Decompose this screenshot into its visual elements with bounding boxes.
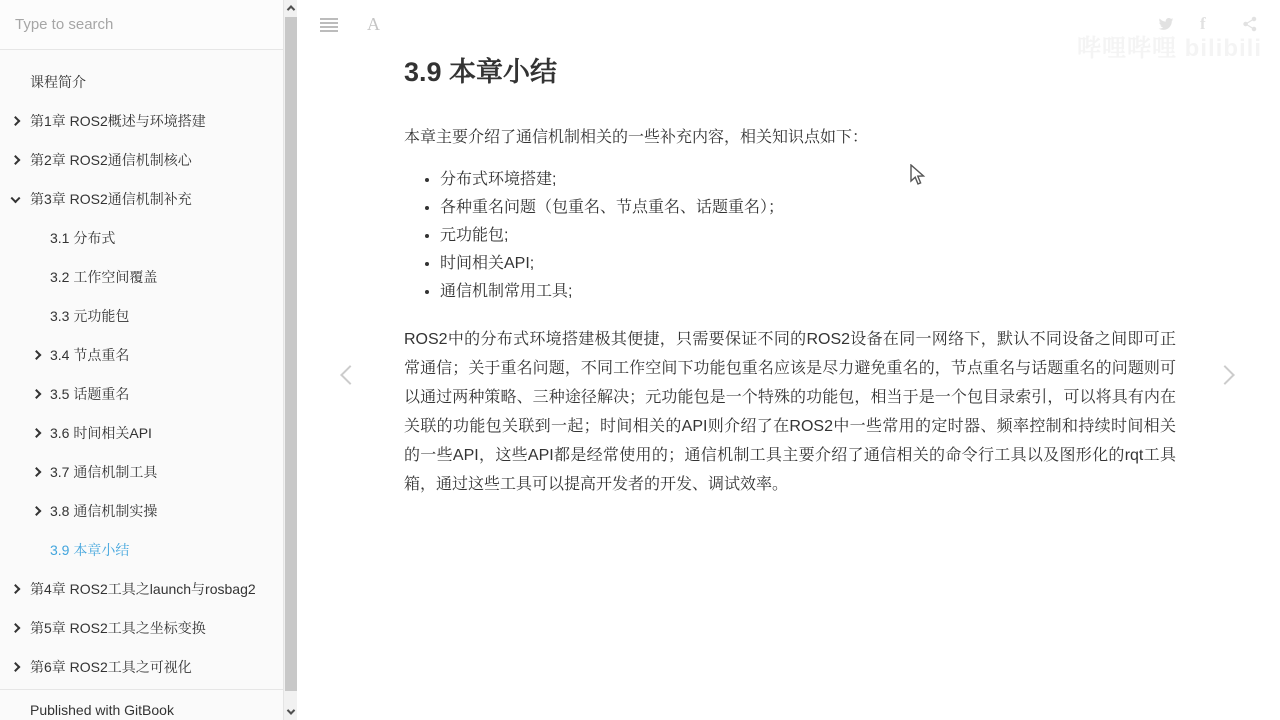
sidebar-item-ch5[interactable]	[0, 608, 283, 647]
sidebar-item-3-5[interactable]	[0, 374, 283, 413]
scroll-down-button[interactable]	[284, 704, 298, 720]
bilibili-watermark: 哔哩哔哩 bilibili	[1077, 35, 1262, 62]
summary-paragraph: ROS2中的分布式环境搭建极其便捷，只需要保证不同的ROS2设备在同一网络下，默认不同设备之间即可正常通信；关于重名问题，不同工作空间下功能包重名应该是尽力避免重名的，节点重名与话题重名的问题则可以通过两种策略、三种途径解决；元功能包是一个特殊的功能包，相当于是一个包目录索引，可以将具有内在关联的功能包关联到一起；时间相关的API则介绍了在ROS2中一些常用的定时器、频率控制和持续时间相关的一些API，这些API都是经常使用的；通信机制工具主要介绍了通信相关的命令行工具以及图形化的rqt工具箱，通过这些工具可以提高开发者的开发、调试效率。	[404, 331, 1176, 493]
summary-list	[404, 166, 1176, 306]
scroll-down-icon	[287, 706, 295, 714]
sidebar-item-3-6[interactable]	[0, 413, 283, 452]
list-item: • 元功能包;	[440, 222, 1176, 250]
sidebar-item-ch3[interactable]	[0, 179, 283, 218]
list-item: • 各种重名问题（包重名、节点重名、话题重名）；	[440, 194, 1176, 222]
sidebar-item-label: 3.9 本章小结	[50, 541, 130, 558]
sidebar-item-label: 3.3 元功能包	[50, 307, 130, 324]
sidebar-item-label: 第4章 ROS2工具之launch与rosbag2	[30, 580, 256, 597]
chevron-icon	[11, 623, 21, 633]
chevron-icon	[32, 506, 42, 516]
sidebar-item-3-1[interactable]	[0, 218, 283, 257]
sidebar-item-3-3[interactable]	[0, 296, 283, 335]
scrollbar-thumb[interactable]	[285, 17, 297, 691]
mouse-cursor	[910, 164, 926, 191]
page-title: 3.9 本章小结	[404, 57, 558, 87]
facebook-icon[interactable]: f	[1200, 14, 1206, 33]
search-input[interactable]	[15, 16, 268, 33]
sidebar-item-label: 第6章 ROS2工具之可视化	[30, 658, 192, 675]
sidebar-item-ch1[interactable]	[0, 101, 283, 140]
sidebar-footer	[0, 689, 283, 720]
list-item: • 时间相关API;	[440, 250, 1176, 278]
sidebar-item-label: 3.2 工作空间覆盖	[50, 268, 158, 285]
sidebar-nav	[0, 50, 283, 686]
sidebar-item-label: 第3章 ROS2通信机制补充	[30, 190, 192, 207]
chevron-icon	[11, 116, 21, 126]
prev-page-button[interactable]	[339, 368, 359, 388]
sidebar-item-label: 课程简介	[30, 73, 86, 90]
chevron-icon	[11, 155, 21, 165]
next-page-button[interactable]	[1218, 368, 1238, 388]
scroll-up-button[interactable]	[284, 0, 298, 16]
sidebar-item-3-8[interactable]	[0, 491, 283, 530]
intro-paragraph: 本章主要介绍了通信机制相关的一些补充内容，相关知识点如下：	[404, 129, 869, 146]
gitbook-credit[interactable]: Published with GitBook	[30, 702, 174, 718]
sidebar-item-label: 3.7 通信机制工具	[50, 463, 158, 480]
list-item: • 通信机制常用工具;	[440, 278, 1176, 306]
sidebar-item-label: 3.4 节点重名	[50, 346, 130, 363]
hamburger-icon	[320, 18, 338, 20]
sidebar-item-label: 第2章 ROS2通信机制核心	[30, 151, 192, 168]
font-settings-button[interactable]: A	[367, 14, 380, 34]
sidebar-item-intro[interactable]	[0, 62, 283, 101]
chevron-right-icon	[1215, 365, 1235, 385]
chevron-icon	[32, 467, 42, 477]
sidebar-scrollbar[interactable]	[283, 0, 297, 720]
sidebar-item-3-4[interactable]	[0, 335, 283, 374]
toggle-sidebar-button[interactable]	[320, 18, 338, 34]
list-item: • 分布式环境搭建;	[440, 166, 1176, 194]
chevron-icon	[11, 193, 21, 203]
chevron-icon	[32, 428, 42, 438]
chevron-icon	[32, 350, 42, 360]
sidebar-item-3-9[interactable]	[0, 530, 283, 569]
sidebar-item-ch4[interactable]	[0, 569, 283, 608]
chevron-icon	[32, 389, 42, 399]
main-content-area	[297, 0, 1280, 720]
sidebar-item-ch6[interactable]	[0, 647, 283, 686]
sidebar	[0, 0, 283, 720]
sidebar-item-ch2[interactable]	[0, 140, 283, 179]
sidebar-item-3-2[interactable]	[0, 257, 283, 296]
chevron-left-icon	[340, 365, 360, 385]
chevron-icon	[11, 584, 21, 594]
sidebar-item-label: 3.6 时间相关API	[50, 424, 152, 441]
sidebar-item-label: 3.1 分布式	[50, 229, 116, 246]
sidebar-item-label: 第1章 ROS2概述与环境搭建	[30, 112, 206, 129]
sidebar-item-label: 第5章 ROS2工具之坐标变换	[30, 619, 206, 636]
sidebar-item-label: 3.8 通信机制实操	[50, 502, 158, 519]
sidebar-item-3-7[interactable]	[0, 452, 283, 491]
search-bar	[0, 0, 283, 50]
chevron-icon	[11, 662, 21, 672]
sidebar-item-label: 3.5 话题重名	[50, 385, 130, 402]
article	[404, 0, 1176, 499]
scroll-up-icon	[287, 5, 295, 13]
